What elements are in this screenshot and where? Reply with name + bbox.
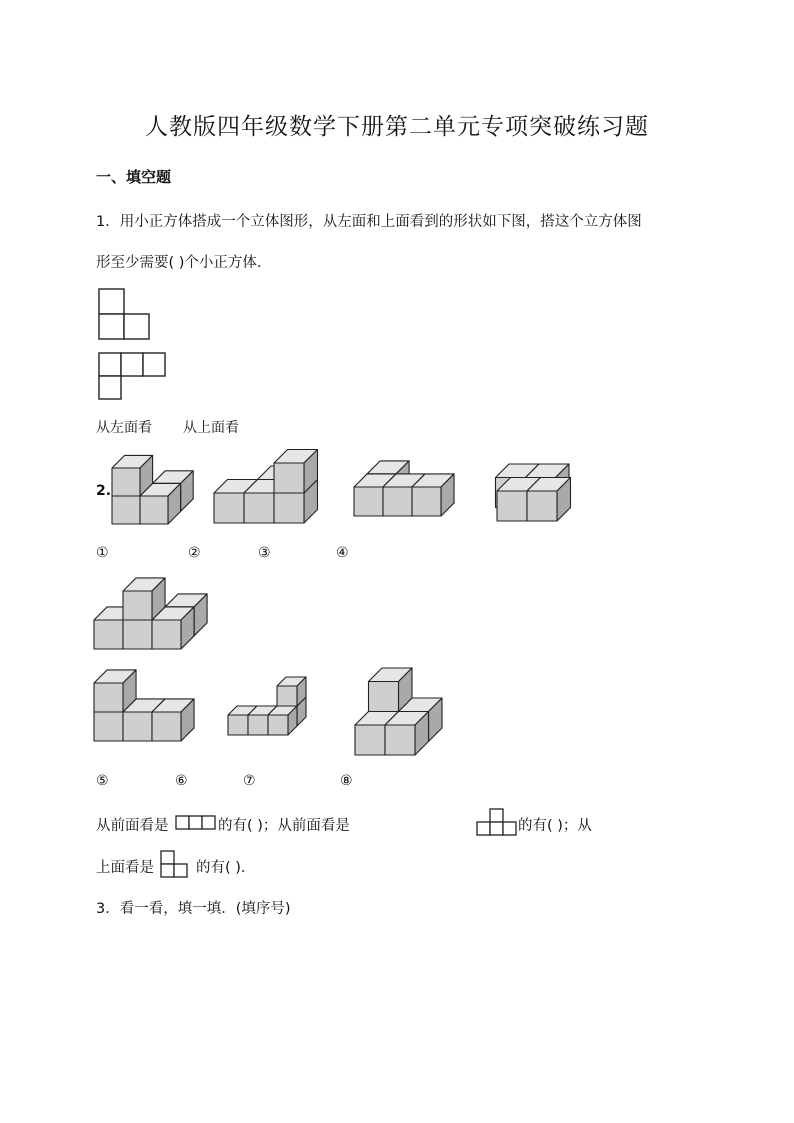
question-3-line-1: 3．看一看，填一填．(填序号) bbox=[96, 901, 291, 917]
figure-label-5: ⑤ bbox=[96, 773, 109, 789]
three-in-row-shape-icon bbox=[175, 815, 217, 831]
cube-face bbox=[228, 715, 248, 735]
left-view-figure bbox=[98, 288, 150, 342]
cube-face bbox=[274, 493, 304, 523]
question-2-text-1c: 的有( )；从 bbox=[518, 818, 592, 834]
question-1-line-1: 1．用小正方体搭成一个立体图形，从左面和上面看到的形状如下图，搭这个立方体图 bbox=[96, 214, 642, 230]
cube-face bbox=[112, 496, 140, 524]
figure-label-3: ③ bbox=[258, 545, 271, 561]
cube-figure-1 bbox=[110, 455, 200, 533]
cube-figure-7 bbox=[226, 672, 304, 744]
cube-face bbox=[268, 715, 288, 735]
cube-face bbox=[383, 487, 412, 516]
cube-face bbox=[123, 591, 152, 620]
cube-face bbox=[412, 487, 441, 516]
section-heading-fill-blank: 一、填空题 bbox=[96, 168, 172, 186]
t-shape-icon bbox=[476, 808, 518, 838]
page-title: 人教版四年级数学下册第二单元专项突破练习题 bbox=[145, 114, 649, 140]
cube-face bbox=[214, 493, 244, 523]
cube-face bbox=[248, 715, 268, 735]
figure-label-1: ① bbox=[96, 545, 109, 561]
cube-figure-8 bbox=[350, 658, 435, 760]
figure-label-2: ② bbox=[188, 545, 201, 561]
caption-top-view: 从上面看 bbox=[183, 420, 239, 436]
question-2-text-2b: 的有( )． bbox=[196, 860, 256, 876]
question-2-text-1a: 从前面看是 bbox=[96, 818, 169, 834]
cube-face bbox=[385, 725, 415, 755]
question-2-number: 2. bbox=[96, 483, 112, 499]
cube-face bbox=[152, 620, 181, 649]
cube-face bbox=[244, 493, 274, 523]
l-shape-icon bbox=[160, 850, 190, 880]
cube-face bbox=[527, 491, 557, 521]
cube-figure-5 bbox=[92, 575, 212, 655]
cube-face bbox=[274, 463, 304, 493]
question-2-text-2a: 上面看是 bbox=[96, 860, 154, 876]
cube-face bbox=[123, 620, 152, 649]
cube-face bbox=[94, 712, 123, 741]
cube-face bbox=[355, 725, 385, 755]
cube-face bbox=[152, 712, 181, 741]
cube-face bbox=[369, 682, 399, 712]
cube-face bbox=[354, 487, 383, 516]
caption-left-view: 从左面看 bbox=[96, 420, 152, 436]
cube-figure-3 bbox=[352, 462, 462, 524]
cube-face bbox=[123, 712, 152, 741]
top-view-figure bbox=[98, 352, 170, 402]
figure-label-7: ⑦ bbox=[243, 773, 256, 789]
cube-figure-4 bbox=[480, 460, 585, 525]
question-1-line-2: 形至少需要( )个小正方体． bbox=[96, 255, 272, 271]
figure-label-8: ⑧ bbox=[340, 773, 353, 789]
cube-face bbox=[277, 686, 297, 706]
question-2-text-1b: 的有( )；从前面看是 bbox=[218, 818, 350, 834]
cube-face bbox=[140, 496, 168, 524]
figure-label-4: ④ bbox=[336, 545, 349, 561]
cube-face bbox=[497, 491, 527, 521]
cube-figure-2 bbox=[212, 455, 332, 530]
cube-face bbox=[94, 620, 123, 649]
figure-label-6: ⑥ bbox=[175, 773, 188, 789]
cube-face bbox=[94, 683, 123, 712]
cube-figure-6 bbox=[92, 676, 197, 742]
cube-face bbox=[112, 468, 140, 496]
